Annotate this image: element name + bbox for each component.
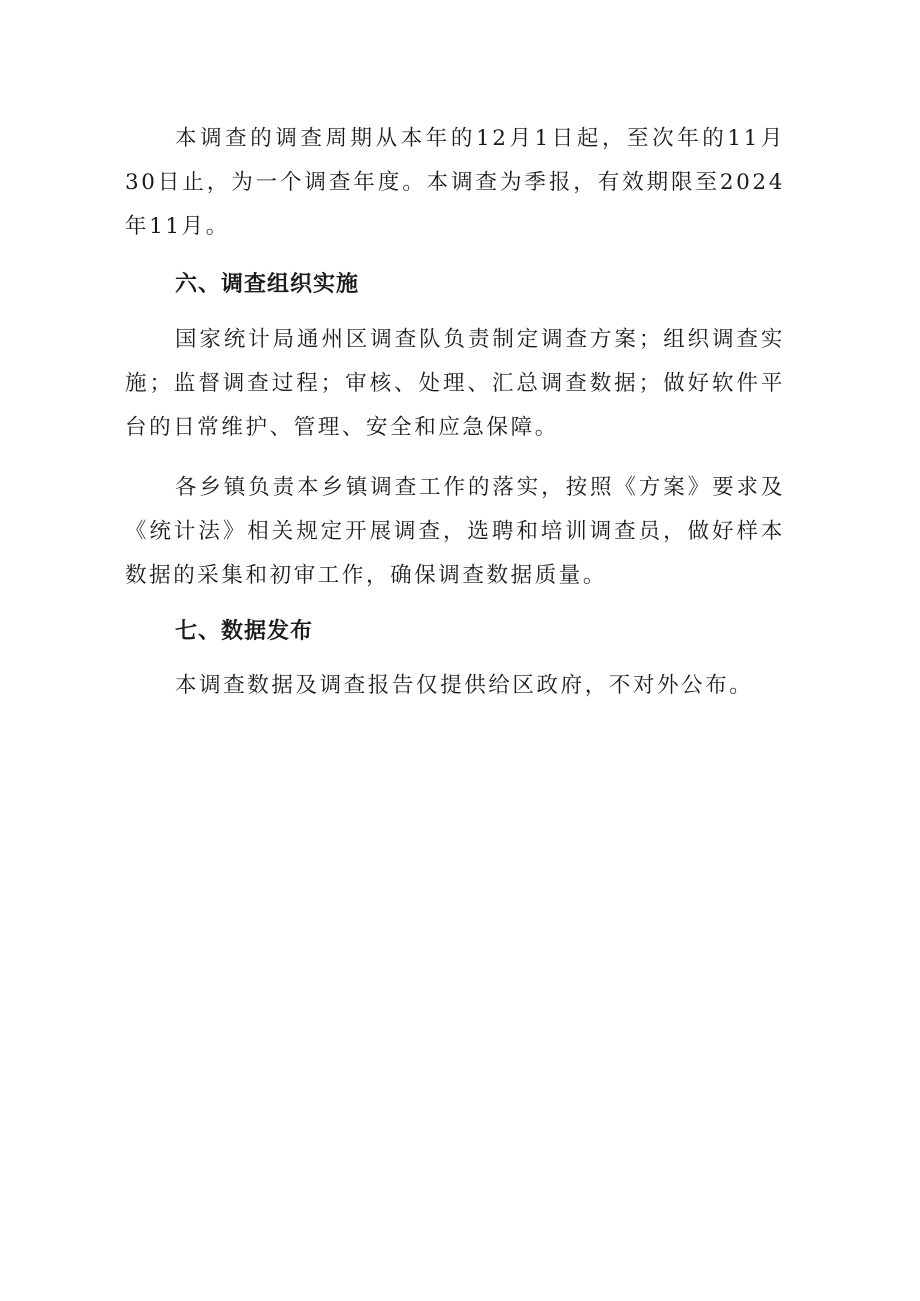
data-release-paragraph: 本调查数据及调查报告仅提供给区政府，不对外公布。 [175,673,754,698]
section-6-heading: 六、调查组织实施 [175,272,360,297]
survey-period-paragraph: 本调查的调查周期从本年的12月1日起，至次年的11月30日止，为一个调查年度。本调查为季报，有效期限至2024年11月。 [125,126,785,239]
towns-responsibility-paragraph: 各乡镇负责本乡镇调查工作的落实，按照《方案》要求及《统计法》相关规定开展调查，选聘和培训调查员，做好样本数据的采集和初审工作，确保调查数据质量。 [125,475,785,588]
bureau-responsibility-paragraph: 国家统计局通州区调查队负责制定调查方案；组织调查实施；监督调查过程；审核、处理、汇总调查数据；做好软件平台的日常维护、管理、安全和应急保障。 [125,327,785,440]
section-7-heading: 七、数据发布 [175,619,314,644]
